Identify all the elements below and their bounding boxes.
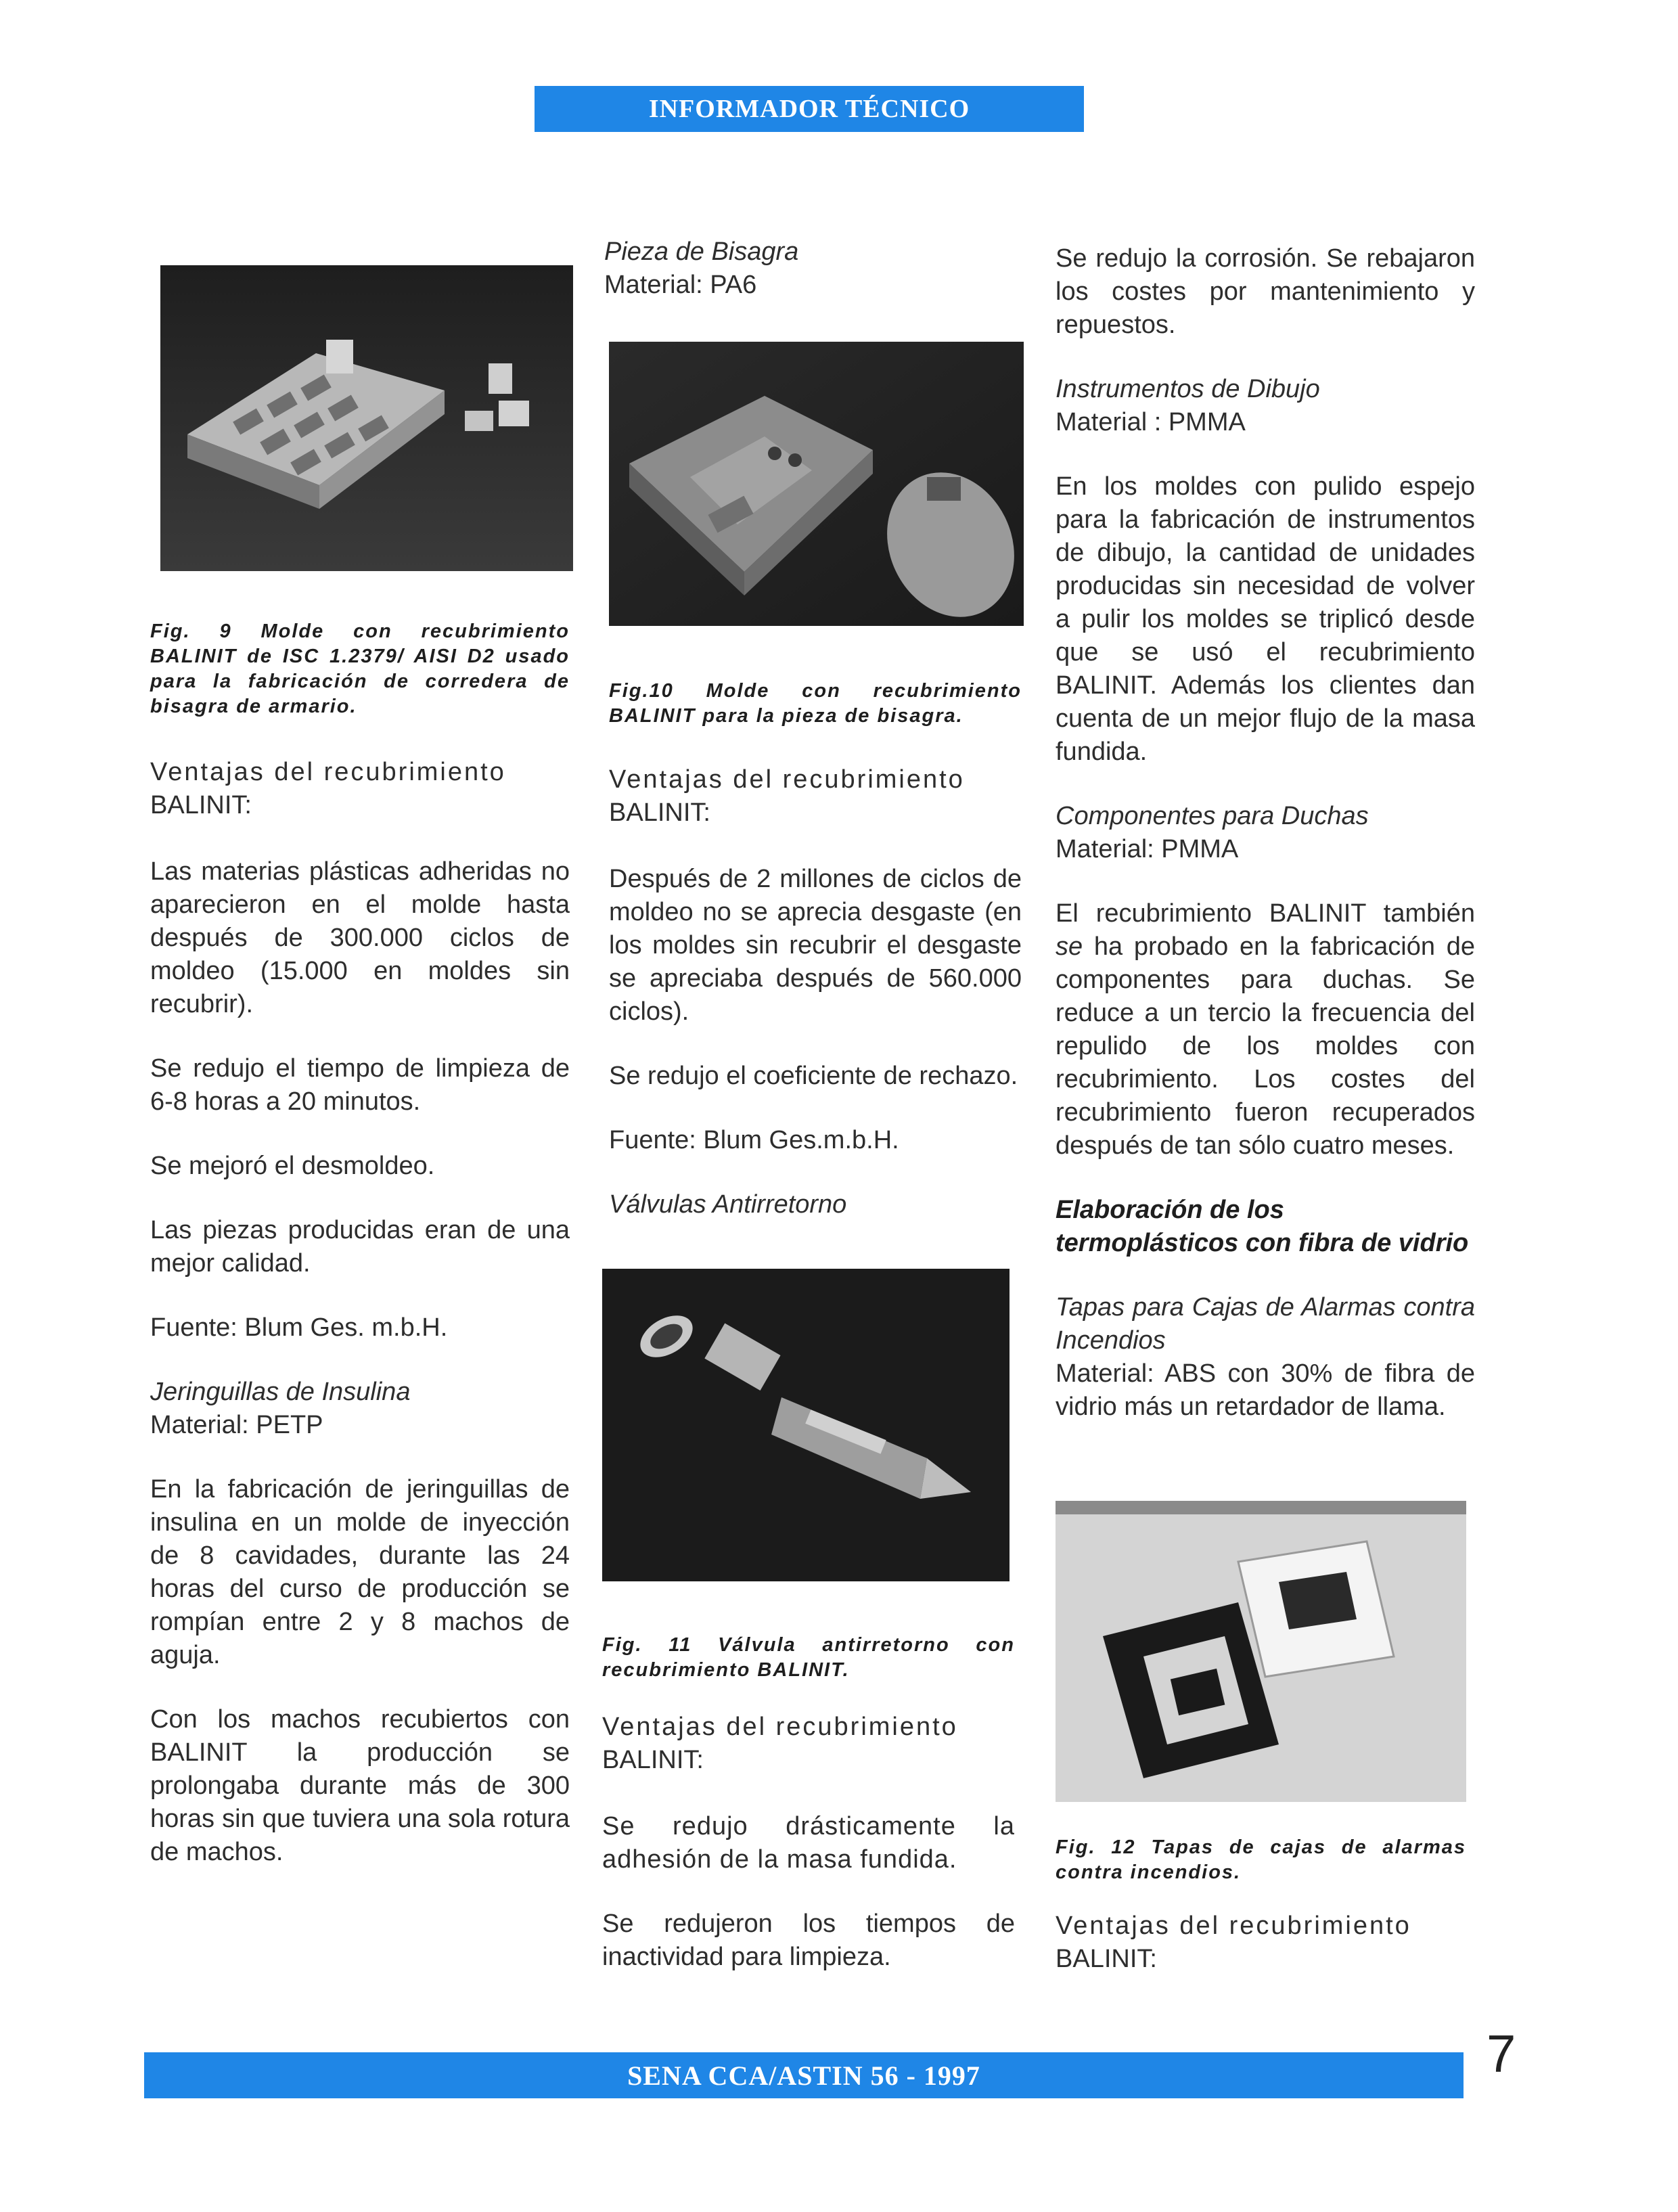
ventajas-heading: [1056, 1910, 1466, 1976]
paragraph: En los moldes con pulido espejo para la fabricación de instrumentos de dibujo, la cantidad de unidades producidas sin necesidad de volver a pulir los moldes se triplicó desde que se usó el recubrimiento BALINIT. Además los clientes dan cuenta de un mejor flujo de la masa fundida.: [1056, 472, 1475, 766]
item-title: Instrumentos de Dibujo: [1056, 375, 1320, 403]
column-1: [150, 619, 570, 719]
item-material: Material: PETP: [150, 1411, 323, 1439]
ventajas-heading-line1: Ventajas del recubrimiento: [150, 758, 506, 786]
ventajas-heading: [609, 763, 1022, 830]
footer-banner: [144, 2052, 1464, 2098]
ventajas-heading-line1: Ventajas del recubrimiento: [609, 765, 965, 794]
column-3-caption: [1056, 1835, 1466, 1885]
paragraph: Se redujo el coeficiente de rechazo.: [609, 1062, 1018, 1090]
fig10-photo: [609, 342, 1024, 626]
item-title: Componentes para Duchas: [1056, 802, 1369, 830]
paragraph: Se redujo drásticamente la adhesión de la masa fundida.: [602, 1812, 1015, 1874]
item-title: Jeringuillas de Insulina: [150, 1378, 411, 1406]
column-2-caption: [609, 679, 1022, 729]
column-2-body-2: [602, 1711, 1015, 1974]
ventajas-heading-line1: Ventajas del recubrimiento: [1056, 1912, 1411, 1940]
ventajas-heading-line2: BALINIT:: [1056, 1945, 1157, 1973]
header-title: INFORMADOR TÉCNICO: [648, 95, 970, 123]
item-material: Material : PMMA: [1056, 408, 1246, 436]
column-3-body-2: [1056, 1910, 1466, 1976]
paragraph: Con los machos recubiertos con BALINIT la producción se prolongaba durante más de 300 horas sin que tuviera una sola rotura de machos.: [150, 1705, 570, 1866]
footer-title: SENA CCA/ASTIN 56 - 1997: [627, 2060, 980, 2091]
item-material: Material: ABS con 30% de fibra de vidrio más un retardador de llama.: [1056, 1359, 1475, 1421]
fig12-caption: Fig. 12 Tapas de cajas de alarmas contra incendios.: [1056, 1836, 1466, 1883]
column-3: [1056, 242, 1475, 1424]
fig12-covers-image: [1056, 1501, 1466, 1802]
section-heading-line2: termoplásticos con fibra de vidrio: [1056, 1229, 1469, 1257]
ventajas-heading-line2: BALINIT:: [602, 1746, 704, 1774]
paragraph: Las piezas producidas eran de una mejor calidad.: [150, 1216, 570, 1278]
header-banner: [535, 86, 1084, 132]
source-line: Fuente: Blum Ges. m.b.H.: [150, 1313, 448, 1342]
paragraph-part: ha probado en la fabricación de componentes para duchas. Se reduce a un tercio la frecuencia del repulido de los moldes con recubrimiento. Los costes del recubrimiento fueron recuperados después de tan sólo cuatro meses.: [1056, 932, 1475, 1160]
ventajas-heading-line1: Ventajas del recubrimiento: [602, 1713, 958, 1741]
page-number: 7: [1487, 2024, 1516, 2083]
item-material: Material: PA6: [604, 271, 757, 299]
item-title: Válvulas Antirretorno: [609, 1190, 847, 1219]
ventajas-heading-line2: BALINIT:: [150, 791, 252, 819]
column-2-top: [604, 235, 1024, 302]
column-1-body: [150, 756, 570, 1869]
fig9-caption: Fig. 9 Molde con recubrimiento BALINIT de ISC 1.2379/ AISI D2 usado para la fabricación de corredera de bisagra de armario.: [150, 620, 570, 717]
column-2-caption-2: [602, 1633, 1015, 1683]
paragraph: Las materias plásticas adheridas no aparecieron en el molde hasta después de 300.000 ciclos de moldeo (15.000 en moldes sin recubrir).: [150, 857, 570, 1018]
paragraph: Se redujo el tiempo de limpieza de 6-8 horas a 20 minutos.: [150, 1054, 570, 1116]
fig11-valve-image: [602, 1269, 1010, 1581]
ventajas-heading: [150, 756, 570, 822]
ventajas-heading-line2: BALINIT:: [609, 798, 710, 827]
fig9-mold-image: [160, 265, 573, 571]
paragraph: Después de 2 millones de ciclos de moldeo no se aprecia desgaste (en los moldes sin recubrir el desgaste se apreciaba después de 560.000 ciclos).: [609, 865, 1022, 1026]
section-heading-line1: Elaboración de los: [1056, 1196, 1284, 1224]
paragraph-part: El recubrimiento BALINIT también: [1056, 899, 1475, 928]
fig10-caption: Fig.10 Molde con recubrimiento BALINIT para la pieza de bisagra.: [609, 680, 1022, 727]
paragraph: Se redujeron los tiempos de inactividad para limpieza.: [602, 1910, 1015, 1971]
fig11-photo: [602, 1269, 1010, 1581]
paragraph: [1056, 897, 1475, 1163]
fig12-photo: [1056, 1501, 1466, 1802]
paragraph: Se redujo la corrosión. Se rebajaron los costes por mantenimiento y repuestos.: [1056, 244, 1475, 339]
ventajas-heading: [602, 1711, 1015, 1777]
section-heading: [1056, 1194, 1475, 1260]
fig9-photo: [160, 265, 573, 571]
paragraph: Se mejoró el desmoldeo.: [150, 1152, 435, 1180]
column-2-body: [609, 763, 1022, 1221]
fig11-caption: Fig. 11 Válvula antirretorno con recubrimiento BALINIT.: [602, 1634, 1015, 1681]
paragraph: En la fabricación de jeringuillas de insulina en un molde de inyección de 8 cavidades, durante las 24 horas del curso de producción se rompían entre 2 y 8 machos de aguja.: [150, 1475, 570, 1669]
item-material: Material: PMMA: [1056, 835, 1239, 863]
source-line: Fuente: Blum Ges.m.b.H.: [609, 1126, 899, 1154]
fig10-mold-image: [609, 342, 1024, 626]
item-title: Tapas para Cajas de Alarmas contra Incendios: [1056, 1293, 1475, 1355]
paragraph-part: se: [1056, 932, 1083, 961]
item-title: Pieza de Bisagra: [604, 238, 799, 266]
